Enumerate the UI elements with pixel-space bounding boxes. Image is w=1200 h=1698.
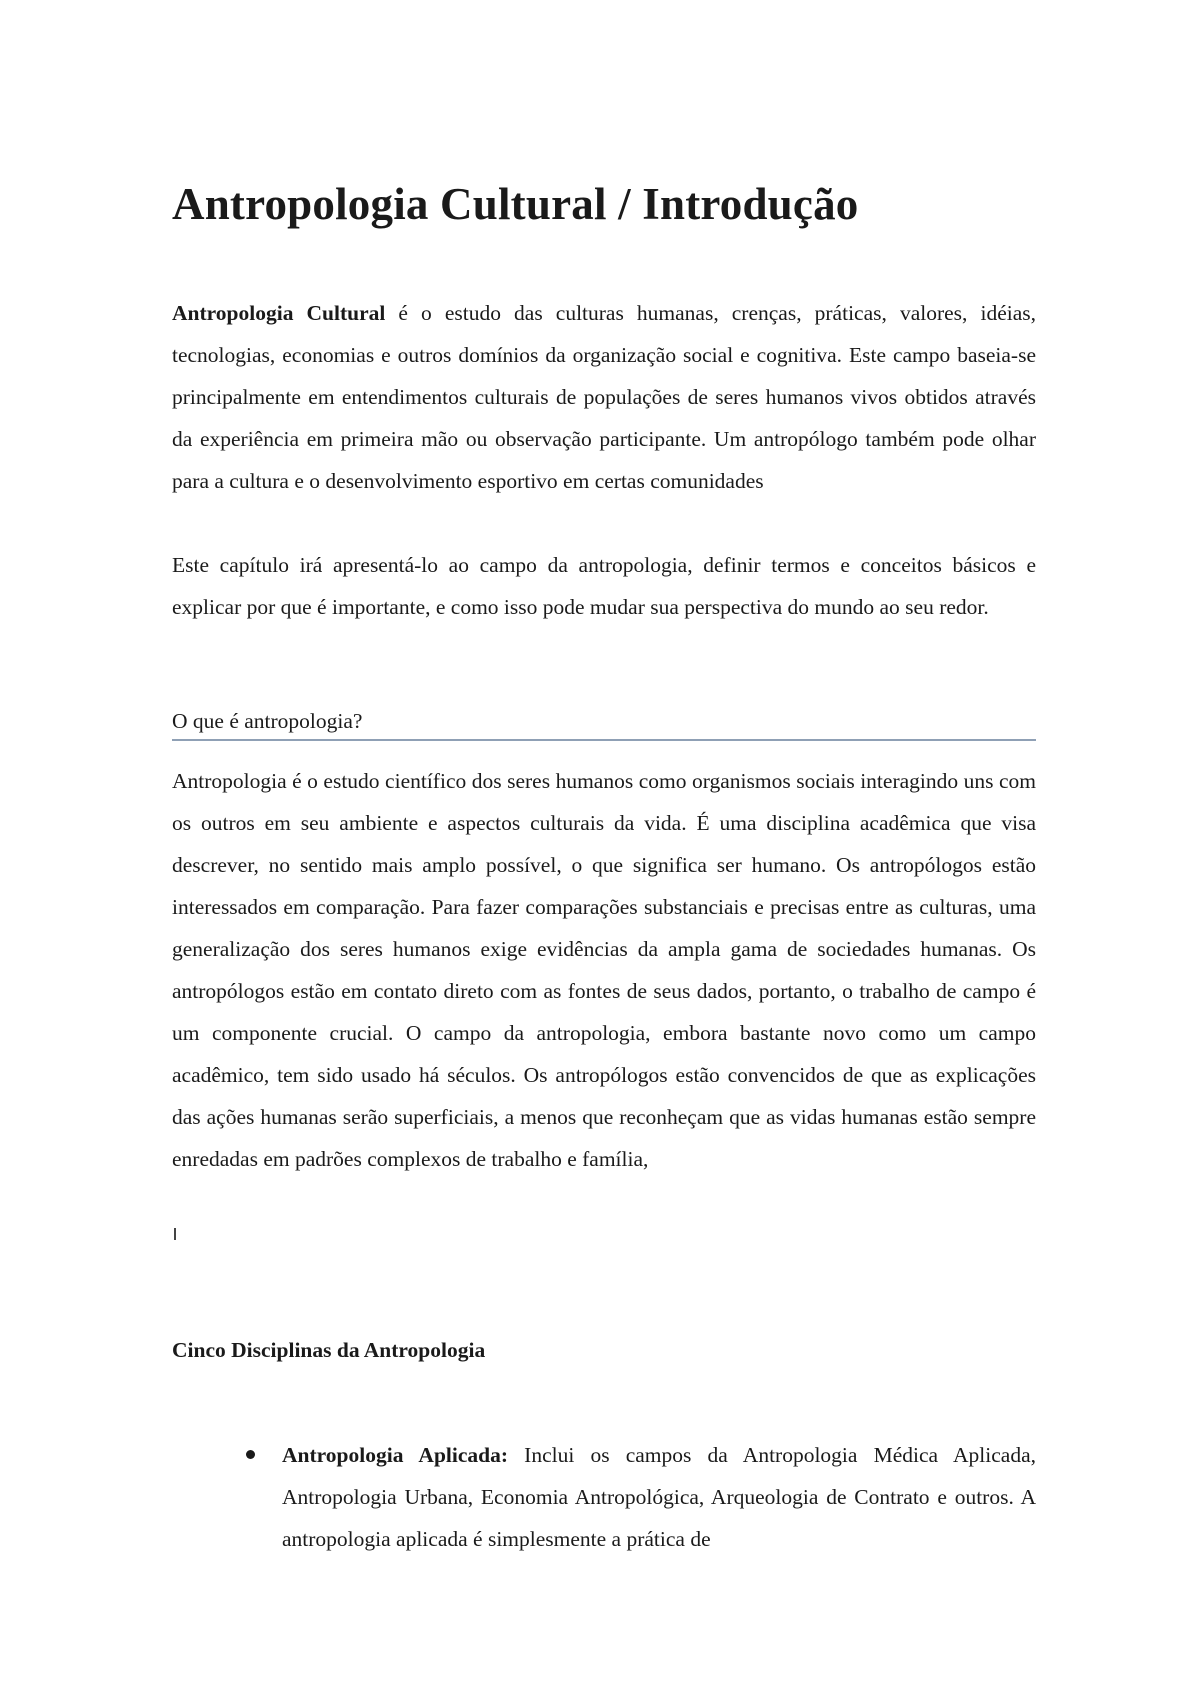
- disciplines-heading: Cinco Disciplinas da Antropologia: [172, 1338, 486, 1362]
- list-item: [172, 1434, 1036, 1560]
- intro-paragraph: [172, 292, 1036, 502]
- discipline-description: Inclui os campos da Antropologia Médica Aplicada, Antropologia Urbana, Economia Antropológica, Arqueologia de Contrato e outros. A antropologia aplicada é simplesmente a prática de: [282, 1443, 1036, 1551]
- bullet-icon: [246, 1450, 255, 1459]
- discipline-term: Antropologia Aplicada:: [282, 1443, 509, 1467]
- document-title: Antropologia Cultural / Introdução: [172, 179, 859, 229]
- text-cursor-mark: [174, 1228, 176, 1240]
- what-is-anthropology-paragraph: Antropologia é o estudo científico dos seres humanos como organismos sociais interagindo uns com os outros em seu ambiente e aspectos culturais da vida. É uma disciplina acadêmica que visa descrever, no sentido mais amplo possível, o que significa ser humano. Os antropólogos estão interessados em comparação. Para fazer comparações substanciais e precisas entre as culturas, uma generalização dos seres humanos exige evidências da ampla gama de sociedades humanas. Os antropólogos estão em contato direto com as fontes de seus dados, portanto, o trabalho de campo é um componente crucial. O campo da antropologia, embora bastante novo como um campo acadêmico, tem sido usado há séculos. Os antropólogos estão convencidos de que as explicações das ações humanas serão superficiais, a menos que reconheçam que as vidas humanas estão sempre enredadas em padrões complexos de trabalho e família,: [172, 769, 1036, 1171]
- intro-text: é o estudo das culturas humanas, crenças, práticas, valores, idéias, tecnologias, economias e outros domínios da organização social e cognitiva. Este campo baseia-se principalmente em entendimentos culturais de populações de seres humanos vivos obtidos através da experiência em primeira mão ou observação participante. Um antropólogo também pode olhar para a cultura e o desenvolvimento esportivo em certas comunidades: [172, 301, 1036, 493]
- intro-lead-term: Antropologia Cultural: [172, 301, 386, 325]
- chapter-paragraph: Este capítulo irá apresentá-lo ao campo da antropologia, definir termos e conceitos básicos e explicar por que é importante, e como isso pode mudar sua perspectiva do mundo ao seu redor.: [172, 553, 1036, 619]
- section-heading-what-is-anthropology: O que é antropologia?: [172, 706, 1036, 741]
- disciplines-list: [172, 1434, 1036, 1560]
